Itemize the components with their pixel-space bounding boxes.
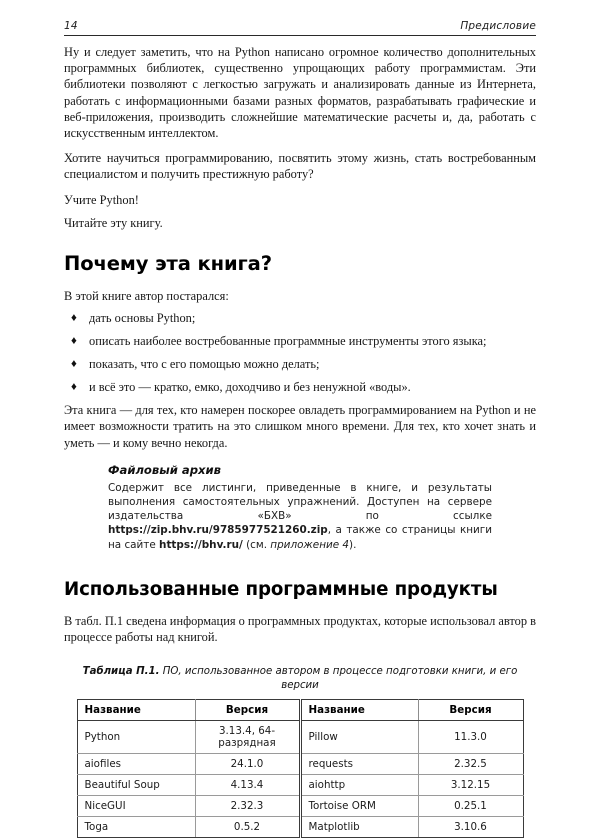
cell-version-right: 3.12.15 [418,775,523,796]
cell-name-left: Beautiful Soup [77,775,195,796]
list-item [64,379,536,395]
cell-version-left: 3.13.4, 64-разрядная [195,721,300,754]
paragraph-table-intro: В табл. П.1 сведена информация о программных продуктах, которые использовал автор в процессе работы над книгой. [64,613,536,645]
list-item-label: показать, что с его помощью можно делать; [89,357,320,372]
cell-name-right: requests [300,754,418,775]
column-header-name-right: Название [300,700,418,721]
cell-version-right: 0.25.1 [418,796,523,817]
cell-version-right: 11.3.0 [418,721,523,754]
diamond-bullet-icon: ♦ [71,311,77,324]
cell-name-right: Matplotlib [300,817,418,838]
callout-text-4: ). [349,538,357,551]
bullet-list-lead-in: В этой книге автор постарался: [64,289,229,304]
table-header-row [77,700,523,721]
cell-version-right: 3.10.6 [418,817,523,838]
list-item-label: описать наиболее востребованные программные инструменты этого языка; [89,334,487,349]
cell-name-right: Tortoise ORM [300,796,418,817]
column-header-version-left: Версия [195,700,300,721]
section-title: Предисловие [460,20,536,32]
archive-link-zip[interactable]: https://zip.bhv.ru/9785977521260.zip [108,524,328,537]
heading-used-software: Использованные программные продукты [64,578,498,600]
list-item-label: и всё это — кратко, емко, доходчиво и без ненужной «воды». [89,380,411,395]
callout-text-2: , а также со страницы книги на сайте [108,524,492,551]
cell-version-left: 2.32.3 [195,796,300,817]
list-item [64,310,536,326]
list-item-label: дать основы Python; [89,311,196,326]
callout-body [108,481,492,552]
table-row [77,796,523,817]
heading-why-this-book: Почему эта книга? [64,252,272,276]
callout-title: Файловый архив [108,462,221,477]
cell-name-right: Pillow [300,721,418,754]
cell-name-left: aiofiles [77,754,195,775]
list-item [64,333,536,349]
paragraph-question: Хотите научиться программированию, посвятить этому жизнь, стать востребованным специалистом и получить престижную работу? [64,151,536,182]
cell-name-left: Toga [77,817,195,838]
running-head [64,20,536,36]
table-row [77,817,523,838]
software-versions-table [77,699,524,838]
cell-version-left: 0.5.2 [195,817,300,838]
file-archive-callout [64,463,492,552]
table-caption [64,665,536,693]
table-caption-text: ПО, использованное автором в процессе подготовки книги, и его версии [159,666,518,692]
cell-name-left: Python [77,721,195,754]
bullet-list [64,310,536,395]
paragraph-read-book: Читайте эту книгу. [64,215,163,230]
column-header-version-right: Версия [418,700,523,721]
table-caption-label: Таблица П.1. [82,666,160,678]
callout-text-1: Содержит все листинги, приведенные в книге, и результаты выполнения самостоятельных упражнений. Доступен на сервере издательства «БХВ» по ссылке [108,481,492,523]
cell-version-right: 2.32.5 [418,754,523,775]
paragraph-book-audience: Эта книга — для тех, кто намерен поскорее овладеть программированием на Python и не имеет возможности тратить на это слишком много времени. Для тех, кто хочет знать и уметь — и кому вечно некогда. [64,403,536,450]
cell-name-left: NiceGUI [77,796,195,817]
table-row [77,775,523,796]
list-item [64,356,536,372]
appendix-reference: приложение 4 [270,538,350,551]
diamond-bullet-icon: ♦ [71,380,77,393]
cell-name-right: aiohttp [300,775,418,796]
cell-version-left: 24.1.0 [195,754,300,775]
column-header-name-left: Название [77,700,195,721]
callout-text-3: (см. [242,538,271,551]
table-row [77,754,523,775]
cell-version-left: 4.13.4 [195,775,300,796]
diamond-bullet-icon: ♦ [71,357,77,370]
publisher-site-link[interactable]: https://bhv.ru/ [159,538,243,551]
paragraph-learn-python: Учите Python! [64,192,139,207]
paragraph-intro: Ну и следует заметить, что на Python написано огромное количество дополнительных программных библиотек, существенно упрощающих работу программистам. Эти библиотеки позволяют с легкостью загружать и анализировать данные из Интернета, работать с информационными базами разных форматов, разрабатывать графические и веб-приложения, производить сложнейшие математические расчеты и, да, работать с искусственным интеллектом. [64,45,536,141]
diamond-bullet-icon: ♦ [71,334,77,347]
page-number: 14 [64,20,78,32]
table-row [77,721,523,754]
page-content [64,44,536,838]
